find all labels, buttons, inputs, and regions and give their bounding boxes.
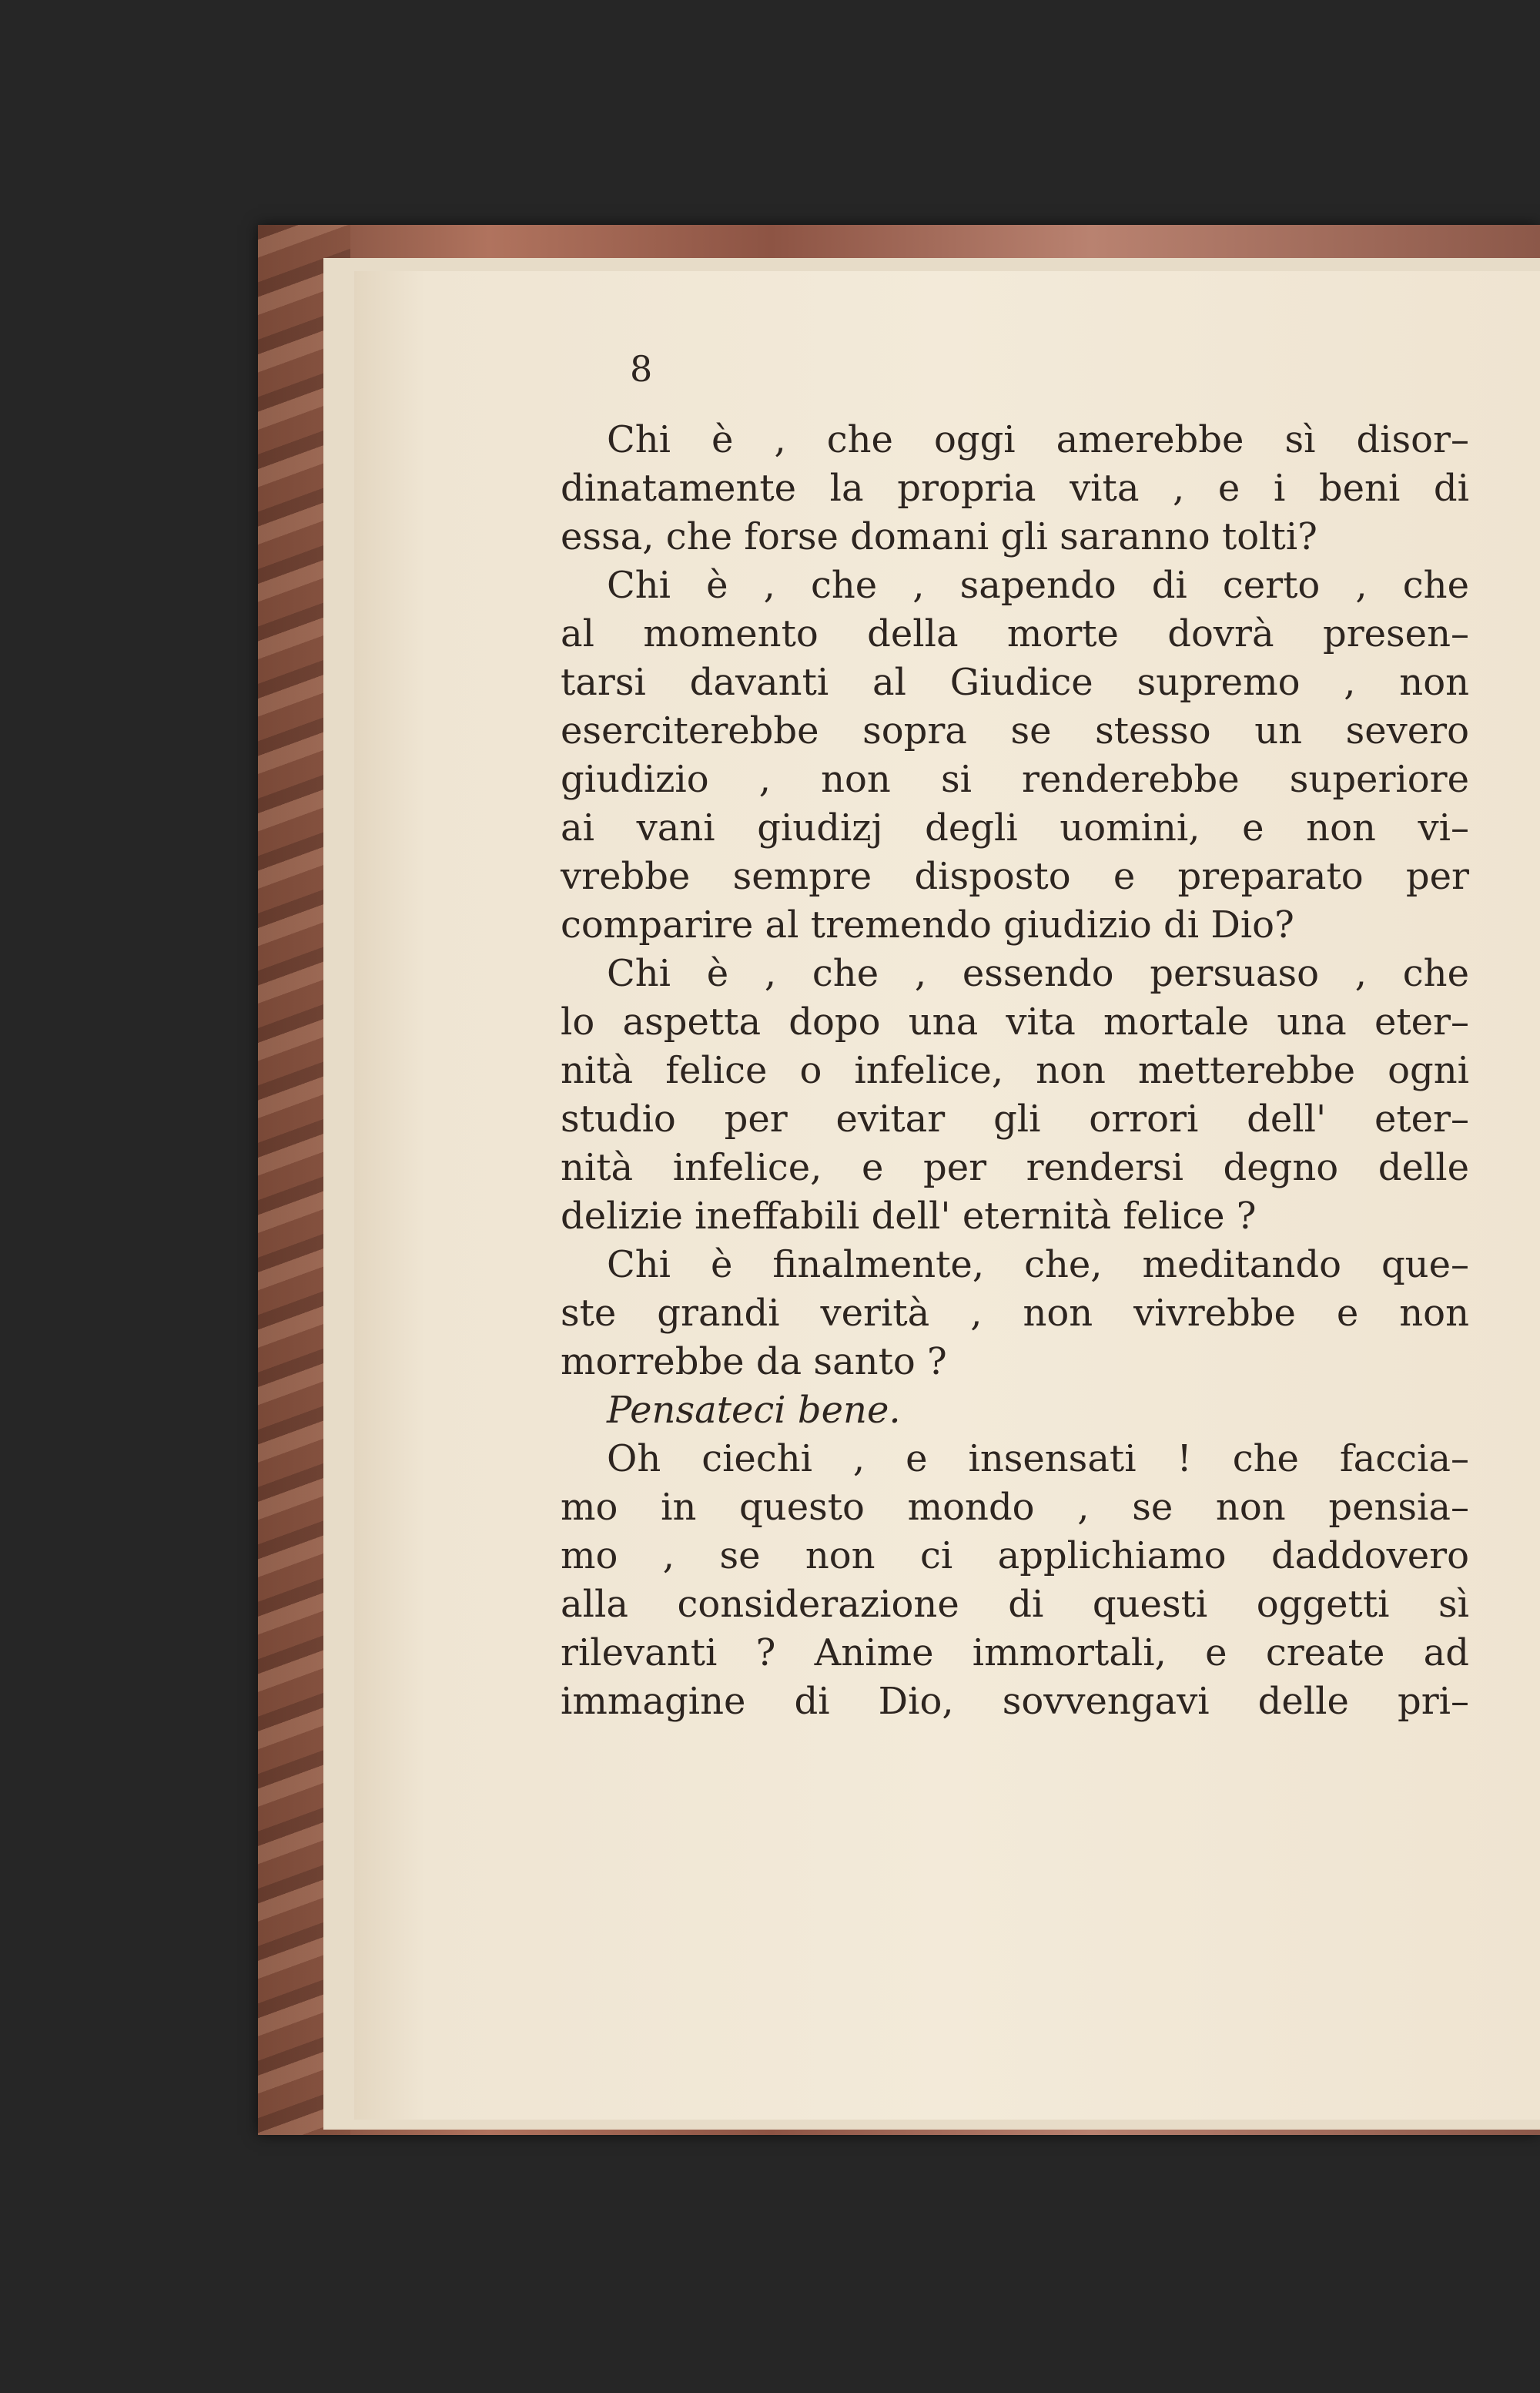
text-line: mo , se non ci applichiamo daddovero: [561, 1534, 1469, 1577]
text-line: dinatamente la propria vita , e i beni di: [561, 467, 1469, 510]
text-line: alla considerazione di questi oggetti sì: [561, 1583, 1469, 1626]
text-line: al momento della morte dovrà presen–: [561, 612, 1469, 655]
text-line: morrebbe da santo ?: [561, 1340, 947, 1383]
text-line: ai vani giudizj degli uomini, e non vi–: [561, 806, 1469, 850]
page-number: 8: [630, 348, 653, 390]
page-text: [561, 416, 1469, 1726]
text-line: ste grandi verità , non vivrebbe e non: [561, 1292, 1469, 1335]
text-line: Chi è , che , sapendo di certo , che: [607, 564, 1469, 607]
text-line: vrebbe sempre disposto e preparato per: [561, 855, 1469, 898]
text-line: comparire al tremendo giudizio di Dio?: [561, 903, 1294, 947]
text-line: Chi è finalmente, che, meditando que–: [607, 1243, 1469, 1286]
text-line: Oh ciechi , e insensati ! che faccia–: [607, 1437, 1469, 1480]
text-line: nità infelice, e per rendersi degno delle: [561, 1146, 1469, 1189]
text-line: lo aspetta dopo una vita mortale una eter–: [561, 1000, 1469, 1044]
text-line: immagine di Dio, sovvengavi delle pri–: [561, 1680, 1469, 1723]
text-line: essa, che forse domani gli saranno tolti?: [561, 515, 1317, 558]
text-line: delizie ineffabili dell' eternità felice ?: [561, 1195, 1257, 1238]
text-line: eserciterebbe sopra se stesso un severo: [561, 709, 1469, 752]
text-line: studio per evitar gli orrori dell' eter–: [561, 1098, 1469, 1141]
text-line: Chi è , che , essendo persuaso , che: [607, 952, 1469, 995]
text-line: Chi è , che oggi amerebbe sì disor–: [607, 418, 1469, 461]
text-line: tarsi davanti al Giudice supremo , non: [561, 661, 1469, 704]
text-line: giudizio , non si renderebbe superiore: [561, 758, 1469, 801]
text-line: mo in questo mondo , se non pensia–: [561, 1486, 1469, 1529]
text-line: nità felice o infelice, non metterebbe ogni: [561, 1049, 1469, 1092]
text-line-italic: Pensateci bene.: [607, 1389, 901, 1432]
text-line: rilevanti ? Anime immortali, e create ad: [561, 1631, 1469, 1674]
